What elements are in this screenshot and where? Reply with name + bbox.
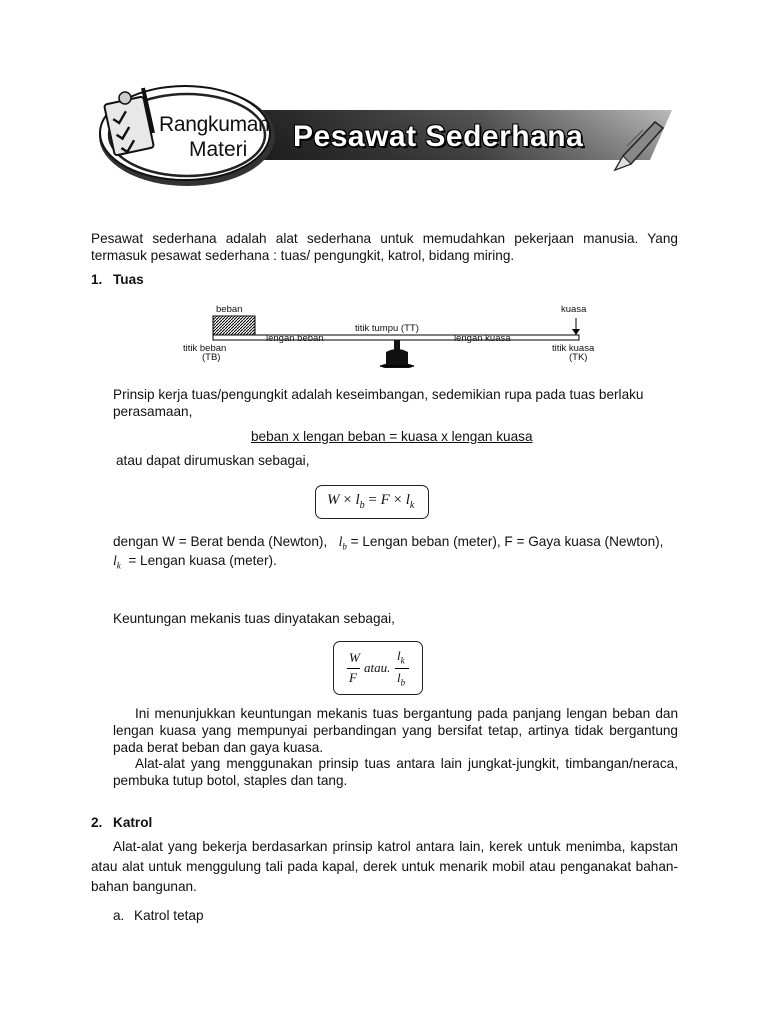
- dengan-part2: = Lengan beban (meter), F = Gaya kuasa (Newton),: [350, 534, 664, 549]
- formula1-l: l: [355, 492, 360, 508]
- formula-box-1: [315, 485, 429, 519]
- section1-para1: Ini menunjukkan keuntungan mekanis tuas bergantung pada panjang lengan beban dan lengan kuasa yang mempunyai perbandingan yang bersifat tetap, artinya tidak bergantung pada berat beban dan gaya kuasa.: [113, 706, 678, 755]
- fulcrum: [380, 340, 414, 368]
- atau-text: atau dapat dirumuskan sebagai,: [116, 453, 310, 468]
- formula1-F: F: [380, 492, 390, 508]
- prinsip-paragraph: Prinsip kerja tuas/pengungkit adalah keseimbangan, sedemikian rupa pada tuas berlaku perasamaan,: [113, 387, 644, 419]
- lb-sub: b: [342, 541, 347, 552]
- dengan-part3: = Lengan kuasa (meter).: [128, 553, 277, 568]
- label-tk: (TK): [569, 352, 588, 363]
- frac2-num: $l_k$: [397, 648, 405, 666]
- formula1-times-2: ×: [393, 492, 402, 508]
- badge-line2: Materi: [189, 138, 248, 161]
- formula1-times: ×: [343, 492, 352, 508]
- load-block: [213, 316, 255, 335]
- label-lengan-kuasa: lengan kuasa: [454, 333, 511, 344]
- formula-1: [327, 492, 414, 511]
- frac1-num: W: [349, 650, 360, 665]
- badge-line1: Rangkuman: [159, 113, 270, 136]
- label-titik-beban: titik beban: [183, 343, 227, 354]
- label-titik-kuasa: titik kuasa: [552, 343, 595, 354]
- persamaan-text: beban x lengan beban = kuasa x lengan kuasa: [251, 429, 533, 444]
- section2-paragraph: Alat-alat yang bekerja berdasarkan prinsip katrol antara lain, kerek untuk menimba, kapstan atau alat untuk menggulung tali pada kapal, derek untuk menarik mobil atau penganakat bahan-bahan bangunan.: [91, 839, 678, 894]
- label-tb: (TB): [202, 352, 221, 363]
- formula1-b: b: [359, 500, 365, 511]
- intro-paragraph: Pesawat sederhana adalah alat sederhana untuk memudahkan pekerjaan manusia. Yang termasuk pesawat sederhana : tuas/ pengungkit, katrol, bidang miring.: [91, 231, 678, 263]
- formula-2: [334, 642, 422, 694]
- section2-number: 2.: [91, 815, 103, 830]
- force-arrow: [572, 318, 580, 335]
- frac1-den: F: [349, 670, 357, 685]
- formula1-k: k: [409, 500, 415, 511]
- keuntungan-text: Keuntungan mekanis tuas dinyatakan sebagai,: [113, 611, 395, 626]
- page-title: Pesawat Sederhana: [293, 120, 584, 153]
- dengan-part1: dengan W = Berat benda (Newton),: [113, 534, 328, 549]
- label-beban: beban: [216, 304, 243, 315]
- lb-symbol: l: [338, 534, 343, 549]
- lk-sub: k: [116, 560, 121, 571]
- label-lengan-beban: lengan beban: [266, 333, 324, 344]
- formula1-W: W: [327, 492, 340, 508]
- formula1-eq: =: [368, 492, 377, 508]
- section2-sub-a-letter: a.: [113, 908, 125, 923]
- formula-box-2: [333, 641, 423, 695]
- label-titik-tumpu: titik tumpu (TT): [355, 323, 419, 334]
- lk-symbol: l: [113, 553, 117, 568]
- frac1-bar: [347, 668, 360, 669]
- section1-title: Tuas: [113, 272, 144, 287]
- frac2-bar: [395, 668, 409, 669]
- formula2-atau: atau.: [364, 660, 391, 675]
- lever-graphic: [180, 302, 610, 368]
- dengan-line2: [113, 552, 277, 575]
- section1-para2: Alat-alat yang menggunakan prinsip tuas antara lain jungkat-jungkit, timbangan/neraca, pembuka tutup botol, staples dan tang.: [113, 756, 678, 788]
- section2-title: Katrol: [113, 815, 153, 830]
- formula1-l-2: l: [405, 492, 410, 508]
- lever-diagram: [180, 302, 610, 368]
- label-kuasa: kuasa: [561, 304, 587, 315]
- section1-number: 1.: [91, 272, 103, 287]
- section2-sub-a-text: Katrol tetap: [134, 908, 204, 923]
- frac2-den: $l_b$: [397, 670, 406, 688]
- header-banner: [95, 78, 685, 190]
